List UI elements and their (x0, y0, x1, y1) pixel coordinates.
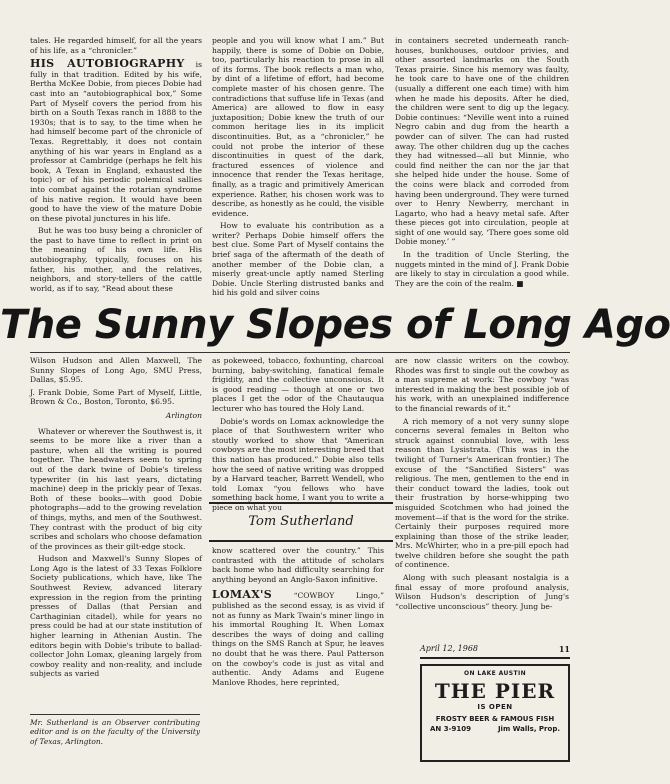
issue-date: April 12, 1968 (420, 644, 479, 653)
ad-tagline: FROSTY BEER & FAMOUS FISH (435, 715, 555, 723)
page-footer (420, 643, 570, 659)
section-head: HIS AUTOBIOGRAPHY (30, 57, 185, 71)
page-number: 11 (558, 644, 570, 654)
paragraph: Along with such pleasant nostalgia is a final essay of more profound analysis, Wilson Hudson's description of Jung's “collective unconscious” theory. Jung be- (395, 573, 569, 611)
book-citation: Wilson Hudson and Allen Maxwell, The Sunny Slopes of Long Ago, SMU Press, Dallas, $5.95. (30, 356, 202, 385)
lower-column-2-top (212, 356, 384, 512)
paragraph: in containers secreted underneath ranch-houses, bunkhouses, outdoor privies, and other assorted landmarks on the South Texas prairie. Since his memory was faulty, he took care to have one of the children (usually a different one each time) with him when he made his deposits. After he died, the children were sent to dig up the legacy. Dobie continues: “Neville went into a ruined Negro cabin and dug from the hearth a powder can of silver. The can had rusted away. The other children dug up the caches they had witnessed—all but Minnie, who could find neither the can nor the jar that she helped hide under the house. Some of the coins were black and corroded from having been underground. They were turned over to Henry Newberry, merchant in Lagarto, who had a heavy metal safe. After these pieces got into circulation, people at sight of one would say, ‘There goes some old Dobie money.’ ” (395, 36, 569, 247)
upper-column-3 (395, 36, 569, 298)
paragraph-text: “COWBOY Lingo,” published as the second essay, is as vivid if not as funny as Mark Twain's miner lingo in his immortal Roughing It. When Lomax describes the ways of doing and calling things on the SMS Ranch at Spur, he leaves no doubt that he was there. Paul Patterson on the cowboy's code is just as vital and authentic. Andy Adams and Eugene Manlove Rhodes, here reprinted, (212, 591, 384, 687)
paragraph-dropcap (212, 590, 384, 687)
paragraph: as pokeweed, tobacco, foxhunting, charcoal burning, baby-switching, fanatical female frigidity, and the collective unconscious. It is good reading — though at one or two places I get the odor of the Chautauqua lecturer who has toured the Holy Land. (212, 356, 384, 413)
ad-owner: Jim Walls, Prop. (497, 725, 560, 733)
bio-rule (30, 714, 200, 715)
author-byline: Tom Sutherland (209, 502, 393, 542)
section-head: LOMAX'S (212, 588, 272, 602)
ad-contact-row (422, 725, 568, 733)
article-headline: The Sunny Slopes of Long Ago (0, 302, 670, 348)
paragraph: Whatever or wherever the Southwest is, it seems to be more like a river than a pasture, when all the writing is poured together. The headwaters seem to spring out of the dark twine of Dobie's tireless typewriter (in his last years, dictating machine) deep in the prickly pear of Texas. Both of these books—with good Dobie photographs—add to the growing revelation of things, myths, and men of the Southwest. They contrast with the product of big city scribes and scholars who choose defamation of the provinces as their gilt-edge stock. (30, 426, 202, 551)
paragraph: people and you will know what I am.” But happily, there is some of Dobie on Dobie, too, particularly his reaction to prose in all of its forms. The book reflects a man who, by dint of a lifetime of effort, had become complete master of his chosen genre. The contradictions that suffuse life in Texas (and America) are allowed to flow in easy juxtaposition; Dobie knew the truth of our common heritage lies in its implicit discontinuities. But, as a “chronicler,” he could not probe the interior of these discontinuities in quest of the dark, fractured essences of violence and innocence that render the Texas heritage, finally, as a tragic and primitively American experience. Rather, his chosen work was to describe, as honestly as he could, the visible evidence. (212, 36, 384, 218)
paragraph: are now classic writers on the cowboy. Rhodes was first to single out the cowboy as a man supreme at work: The cowboy “was interested in making the best possible job of his work, with an unexplained indifference to the financial rewards of it.” (395, 356, 569, 413)
lower-column-3 (395, 356, 569, 640)
paragraph: tales. He regarded himself, for all the years of his life, as a “chronicler.” (30, 36, 202, 55)
ad-location: ON LAKE AUSTIN (463, 670, 527, 677)
paragraph-text: is fully in that tradition. Edited by his wife, Bertha McKee Dobie, from pieces Dobie had cast into an “autobiographical box,” Some Part of Myself covers the period from his birth on a South Texas ranch in 1888 to the 1930s; that is to say, to the time when he had himself become part of the chronicle of Texas. Regrettably, it does not contain anything of his war years in England as a professor at Cambridge (perhaps he felt his book, A Texan in England, exhausted the topic) or of his periodic polemical sallies into combat against the rotarian syndrome of his native region. It would have been good to have the view of the mature Dobie on these pivotal junctures in his life. (30, 60, 202, 223)
paragraph: Dobie's words on Lomax acknowledge the place of that Southwestern writer who stoutly worked to show that “American cowboys are the most interesting breed that this nation has produced.” Dobie also tells how the seed of native writing was dropped by a Harvard teacher, Barrett Wendell, who told Lomax “you fellows who have something back home, I want you to write a piece on what you (212, 416, 384, 512)
ad-business-name: THE PIER (434, 679, 556, 703)
dateline: Arlington (165, 410, 202, 420)
upper-column-2 (212, 36, 384, 298)
ad-phone: AN 3-9109 (430, 725, 471, 733)
pier-advertisement (420, 664, 570, 762)
ad-status: IS OPEN (477, 703, 513, 711)
lower-column-2-bottom (212, 546, 384, 766)
author-bio: Mr. Sutherland is an Observer contributing editor and is on the faculty of the University of Texas, Arlington. (30, 718, 200, 746)
paragraph: But he was too busy being a chronicler of the past to have time to reflect in print on the meaning of his own life. His autobiography, typically, focuses on his father, his mother, and the relatives, neighbors, and story-tellers of the cattle world, as if to say, “Read about these (30, 226, 202, 293)
upper-column-1 (30, 36, 202, 298)
paragraph-dropcap (30, 59, 202, 223)
lower-column-1 (30, 356, 202, 712)
paragraph: know scattered over the country.” This contrasted with the attitude of scholars back home who had difficulty searching for anything beyond an Anglo-Saxon infinitive. (212, 546, 384, 584)
paragraph: Hudson and Maxwell's Sunny Slopes of Long Ago is the latest of 33 Texas Folklore Society publications, which have, like The Southwest Review, advanced literary expression in the region from the printing presses of Dallas (that Persian and Carthaginian citadel), while for years no press could be had at our state institution of higher learning in Athenian Austin. The editors begin with Dobie's tribute to ballad-collector John Lomax, gleaning largely from cowboy reality and non-reality, and include subjects as varied (30, 554, 202, 679)
paragraph: In the tradition of Uncle Sterling, the nuggets minted in the mind of J. Frank Dobie are likely to stay in circulation a good while. They are the coin of the realm. ■ (395, 250, 569, 288)
headline-rule (30, 352, 570, 353)
paragraph: A rich memory of a not very sunny slope concerns several females in Belton who struck against connubial love, with less reason than Lysistrata. (This was in the twilight of Turner's American frontier.) The excuse of the “Sanctified Sisters” was religious. The men, gentlemen to the end in their conduct toward the ladies, took out their frustration by horse-whipping two misguided Scotchmen who had joined the movement—if that is the word for the strike. Certainly their purposes required more explaining than those of the strike leader, Mrs. McWhirter, who in a pre-pill epoch had twelve children before she sought the path of continence. (395, 416, 569, 570)
book-citation: J. Frank Dobie, Some Part of Myself, Little, Brown & Co., Boston, Toronto, $6.95. (30, 387, 202, 407)
paragraph: How to evaluate his contribution as a writer? Perhaps Dobie himself offers the best clue. Some Part of Myself contains the brief saga of the aftermath of the death of another member of the Dobie clan, a miserly great-uncle aptly named Sterling Dobie. Uncle Sterling distrusted banks and hid his gold and silver coins (212, 221, 384, 298)
